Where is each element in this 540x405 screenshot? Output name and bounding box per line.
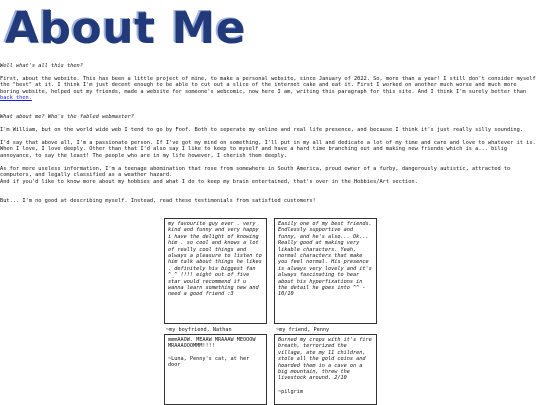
paragraph-testimonials-intro: But... I'm no good at describing myself. Instead, read these testimonials from satisfied customers!: [0, 198, 316, 204]
back-then-link[interactable]: back then.: [0, 95, 32, 102]
testimonial-text: Burned my crops with it's fire breath, terrorized the village, ate my 11 children, stole all the gold coins and hoarded them in a cave on a big mountain, threw the livestock around. 2/10: [278, 337, 372, 382]
testimonial-text: mmmAAOW. MEAAW MRAAAW MEOOOW MRAAAOOOMMM!!!!: [168, 337, 256, 350]
testimonial-text: my favourite guy ever . very kind and funny and very happy i have the delight of knowing him . so cool and knows a lot of really cool things and always a pleasure to listen to him talk about things he likes . definitely his biggest fan ^_^ !!!! eight out of five star would recommend if u wanna learn something new and need a good friend :3: [168, 221, 262, 298]
paragraph-trivia: As for more useless information, I'm a teenage abomination that rose from somewhere in South America, proud owner of a furby, dangerously autistic, attracted to computers, and legally classified as a weather hazard.: [0, 166, 511, 179]
paragraph-hobbies: And if you'd like to know more about my hobbies and what I do to keep my brain entertained, that's over in the Hobbies/Art section.: [0, 179, 418, 185]
testimonial-box-nathan: [164, 218, 267, 324]
testimonial-author: ~Luna, Penny's cat, at her door: [168, 355, 250, 369]
page-title: About Me: [4, 2, 246, 53]
testimonial-box-penny: [274, 218, 377, 324]
testimonial-author: ~pilgrim: [278, 388, 303, 395]
testimonial-author: ~my friend, Penny: [276, 327, 330, 333]
testimonial-box-pilgrim: [274, 334, 377, 405]
paragraph-website: [0, 76, 536, 102]
question-heading-site: Well what's all this then?: [0, 63, 83, 69]
paragraph-intro: I'm William, but on the world wide web I tend to go by Foof. Both to seperate my online and real life presence, and because I think it's just really silly sounding.: [0, 127, 523, 133]
testimonial-author: ~my boyfriend, Nathan: [166, 327, 232, 333]
paragraph-website-text: First, about the website. This has been a little project of mine, to make a personal website, since January of 2022. So, more than a year! I still don't consider myself the "best" at it. I think I'm just decent enough to be able to cut out a slice of the internet cake and eat it. First I worked on another much worse and much more boring website, helped out my friends, made a website for someone's webcomic, now here I am, writing this paragraph for this site. And I think I'm surely better than: [0, 76, 536, 95]
testimonial-text: Easily one of my best friends. Endlessly supportive and funny, and he's also... Ok... Really good at making very likable characters. Yeah, normal characters that make you feel normal. His presence is always very lovely and it's always fascinating to hear about his hyperfixations in the detail he goes into ^^ - 10/10: [278, 221, 372, 298]
testimonial-box-luna: [164, 334, 267, 405]
question-heading-webmaster: What about me? Who's the fabled webmaster?: [0, 114, 134, 120]
paragraph-personality: I'd say that above all, I'm a passionate person. If I've got my mind on something, I'll put in my all and dedicate a lot of my time and care and love to whatever it is. When I love, I love deeply. Other than that I'd also say I like to keep to myself and have a hard time branching out and making new friends which is a... bilig annoyance, to say the least! The people who are in my life however, I cherish them deeply.: [0, 140, 536, 159]
